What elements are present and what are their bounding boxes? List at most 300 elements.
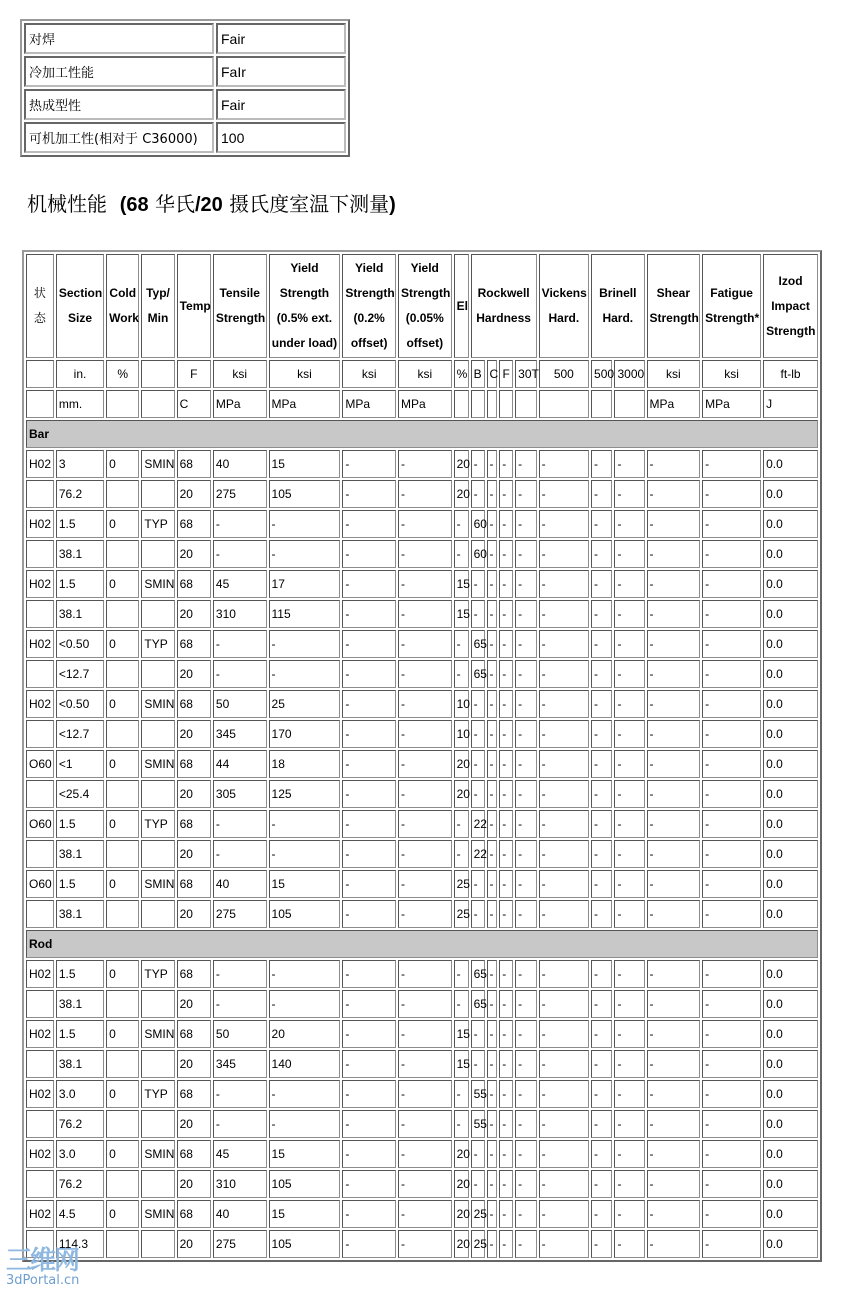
cell: - (471, 480, 485, 508)
title-part: 摄氏度室温下测量 (229, 192, 390, 216)
cell (26, 390, 54, 418)
cell: - (213, 840, 267, 868)
cell (141, 990, 174, 1018)
cell: - (454, 810, 469, 838)
cell: 20 (177, 600, 211, 628)
cell: - (342, 1050, 396, 1078)
cell: - (539, 480, 589, 508)
cell: - (702, 540, 761, 568)
table-row (26, 690, 818, 718)
cell: H02 (26, 630, 54, 658)
cell: C (487, 360, 498, 388)
cell: - (702, 780, 761, 808)
cell: 20 (454, 1170, 469, 1198)
cell (106, 600, 139, 628)
cell: - (499, 660, 513, 688)
cell: - (342, 990, 396, 1018)
cell: 0.0 (763, 960, 818, 988)
cell: - (614, 720, 644, 748)
cell: - (499, 1200, 513, 1228)
header-cell: Vickens Hard. (539, 254, 589, 358)
prop-key: 冷加工性能 (24, 56, 214, 87)
cell (26, 720, 54, 748)
cell: 65 (471, 960, 485, 988)
cell: 44 (213, 750, 267, 778)
cell: - (499, 1080, 513, 1108)
cell: 40 (213, 450, 267, 478)
cell: H02 (26, 570, 54, 598)
cell: 0.0 (763, 600, 818, 628)
cell: - (702, 1200, 761, 1228)
cell: - (539, 1230, 589, 1258)
cell: - (647, 990, 701, 1018)
cell: F (499, 360, 513, 388)
cell: - (539, 1110, 589, 1138)
cell: - (342, 1020, 396, 1048)
cell: - (591, 1110, 612, 1138)
cell: 40 (213, 1200, 267, 1228)
cell: - (471, 1050, 485, 1078)
cell: - (647, 600, 701, 628)
cell: - (342, 870, 396, 898)
cell: 114.3 (56, 1230, 104, 1258)
cell: - (702, 840, 761, 868)
cell: 0.0 (763, 1110, 818, 1138)
header-cell: Section Size (56, 254, 104, 358)
cell: - (702, 480, 761, 508)
cell: - (499, 750, 513, 778)
cell: - (591, 960, 612, 988)
table-row (26, 780, 818, 808)
cell: - (398, 1140, 452, 1168)
table-row (26, 630, 818, 658)
cell: - (487, 510, 498, 538)
cell: 1.5 (56, 870, 104, 898)
cell: 17 (269, 570, 341, 598)
cell: - (499, 630, 513, 658)
cell: - (499, 720, 513, 748)
cell: - (614, 1020, 644, 1048)
table-row (26, 540, 818, 568)
header-cell: Rockwell Hardness (471, 254, 537, 358)
cell (141, 900, 174, 928)
cell: SMIN (141, 570, 174, 598)
cell: - (487, 900, 498, 928)
cell (26, 1050, 54, 1078)
cell: <12.7 (56, 660, 104, 688)
cell: - (539, 510, 589, 538)
cell: MPa (342, 390, 396, 418)
cell: - (614, 630, 644, 658)
cell (26, 840, 54, 868)
cell: ksi (647, 360, 701, 388)
cell: - (515, 990, 536, 1018)
cell: - (702, 630, 761, 658)
cell: 0.0 (763, 810, 818, 838)
cell (26, 990, 54, 1018)
cell: ksi (702, 360, 761, 388)
cell: - (269, 1110, 341, 1138)
cell: 25 (471, 1200, 485, 1228)
cell: 68 (177, 870, 211, 898)
cell: - (398, 810, 452, 838)
cell: SMIN (141, 690, 174, 718)
cell: - (647, 1110, 701, 1138)
cell: SMIN (141, 1020, 174, 1048)
cell: 20 (269, 1020, 341, 1048)
cell: H02 (26, 1080, 54, 1108)
cell: - (591, 1050, 612, 1078)
cell: 10 (454, 690, 469, 718)
cell: - (539, 540, 589, 568)
cell: 105 (269, 1230, 341, 1258)
table-row (26, 510, 818, 538)
cell: - (591, 540, 612, 568)
cell: - (647, 720, 701, 748)
cell: 305 (213, 780, 267, 808)
cell: 15 (454, 570, 469, 598)
cell: - (487, 450, 498, 478)
header-cell: Yield Strength (0.2% offset) (342, 254, 396, 358)
cell: 15 (269, 1140, 341, 1168)
units-row (26, 360, 818, 388)
cell: - (342, 960, 396, 988)
cell: 3.0 (56, 1140, 104, 1168)
cell: % (454, 360, 469, 388)
cell: - (499, 870, 513, 898)
cell: H02 (26, 1020, 54, 1048)
cell: 0 (106, 1020, 139, 1048)
cell: 68 (177, 1080, 211, 1108)
cell: - (398, 450, 452, 478)
cell: - (269, 1080, 341, 1108)
cell: - (487, 1050, 498, 1078)
table-row (26, 1140, 818, 1168)
cell: - (591, 660, 612, 688)
cell: - (539, 690, 589, 718)
table-row (26, 660, 818, 688)
cell: 76.2 (56, 480, 104, 508)
cell (26, 780, 54, 808)
cell: F (177, 360, 211, 388)
cell: - (269, 810, 341, 838)
cell: 105 (269, 1170, 341, 1198)
cell: - (471, 750, 485, 778)
header-cell: Shear Strength (647, 254, 701, 358)
cell: 0 (106, 630, 139, 658)
cell: 0 (106, 870, 139, 898)
cell: - (269, 630, 341, 658)
cell (487, 390, 498, 418)
cell: - (398, 510, 452, 538)
cell: - (342, 720, 396, 748)
cell: - (487, 1200, 498, 1228)
watermark-site: 3dPortal.cn (6, 1273, 80, 1288)
cell: 55 (471, 1110, 485, 1138)
cell: <0.50 (56, 690, 104, 718)
cell: 68 (177, 1200, 211, 1228)
cell: - (614, 1230, 644, 1258)
cell: - (454, 960, 469, 988)
cell: - (487, 660, 498, 688)
cell: - (591, 750, 612, 778)
cell: - (213, 810, 267, 838)
cell (141, 660, 174, 688)
cell: - (471, 900, 485, 928)
cell: - (647, 570, 701, 598)
cell (106, 840, 139, 868)
cell: - (487, 780, 498, 808)
cell: - (471, 870, 485, 898)
cell: - (515, 1110, 536, 1138)
cell: - (454, 540, 469, 568)
cell: - (614, 870, 644, 898)
cell: - (591, 1080, 612, 1108)
cell: - (398, 600, 452, 628)
cell: - (614, 450, 644, 478)
cell: - (515, 570, 536, 598)
cell: 0.0 (763, 570, 818, 598)
cell: - (213, 1110, 267, 1138)
cell: H02 (26, 1140, 54, 1168)
cell: - (269, 660, 341, 688)
header-cell: Brinell Hard. (591, 254, 644, 358)
header-cell: Yield Strength (0.05% offset) (398, 254, 452, 358)
cell: ft-lb (763, 360, 818, 388)
cell: 68 (177, 450, 211, 478)
cell: 3 (56, 450, 104, 478)
cell: 0.0 (763, 630, 818, 658)
cell: 0.0 (763, 990, 818, 1018)
cell: - (702, 1020, 761, 1048)
table-row (26, 1050, 818, 1078)
cell: - (471, 450, 485, 478)
cell: - (614, 900, 644, 928)
cell: 345 (213, 720, 267, 748)
cell: 1.5 (56, 510, 104, 538)
cell: 0.0 (763, 1020, 818, 1048)
cell: - (342, 1110, 396, 1138)
cell (106, 660, 139, 688)
cell: - (499, 510, 513, 538)
cell: 0.0 (763, 750, 818, 778)
cell: 68 (177, 1020, 211, 1048)
cell: SMIN (141, 1200, 174, 1228)
cell: 0 (106, 570, 139, 598)
cell: MPa (398, 390, 452, 418)
cell (591, 390, 612, 418)
cell: - (398, 1230, 452, 1258)
cell: - (398, 1050, 452, 1078)
cell: 15 (454, 1020, 469, 1048)
cell: - (398, 630, 452, 658)
cell: - (539, 720, 589, 748)
cell: - (614, 1170, 644, 1198)
section-row (26, 930, 818, 958)
cell: - (499, 960, 513, 988)
cell: - (342, 1140, 396, 1168)
cell: - (398, 480, 452, 508)
cell: 500 (591, 360, 612, 388)
cell: 0 (106, 690, 139, 718)
cell: - (647, 630, 701, 658)
cell: - (398, 720, 452, 748)
cell: - (487, 1170, 498, 1198)
cell: 310 (213, 600, 267, 628)
cell: 0.0 (763, 870, 818, 898)
cell: - (539, 870, 589, 898)
cell: - (539, 1200, 589, 1228)
cell: - (398, 1110, 452, 1138)
cell: C (177, 390, 211, 418)
cell: - (499, 540, 513, 568)
cell (26, 660, 54, 688)
cell: 0.0 (763, 1170, 818, 1198)
cell: - (342, 690, 396, 718)
cell: - (591, 570, 612, 598)
cell: 38.1 (56, 900, 104, 928)
cell: - (398, 540, 452, 568)
cell: SMIN (141, 870, 174, 898)
table-row (26, 810, 818, 838)
cell: - (471, 720, 485, 748)
cell: 65 (471, 630, 485, 658)
cell: - (591, 1020, 612, 1048)
cell: 1.5 (56, 810, 104, 838)
cell: - (515, 690, 536, 718)
cell: 115 (269, 600, 341, 628)
cell: - (702, 1230, 761, 1258)
title-part: /20 (194, 194, 223, 216)
cell: - (515, 660, 536, 688)
cell: SMIN (141, 1140, 174, 1168)
cell: 20 (454, 1230, 469, 1258)
cell: - (614, 570, 644, 598)
table-row (26, 960, 818, 988)
watermark-mark: 三维网 (6, 1246, 79, 1276)
cell: 68 (177, 810, 211, 838)
cell: - (342, 900, 396, 928)
cell: - (614, 750, 644, 778)
cell: - (213, 660, 267, 688)
cell: 68 (177, 630, 211, 658)
cell: - (499, 1170, 513, 1198)
cell: - (614, 600, 644, 628)
cell: - (487, 570, 498, 598)
cell: - (213, 630, 267, 658)
cell: ksi (342, 360, 396, 388)
cell: - (269, 510, 341, 538)
cell: 20 (177, 840, 211, 868)
cell: - (515, 510, 536, 538)
cell: 38.1 (56, 540, 104, 568)
cell: 20 (177, 1170, 211, 1198)
cell: - (487, 720, 498, 748)
cell: - (342, 570, 396, 598)
cell: - (702, 1080, 761, 1108)
cell: - (454, 1110, 469, 1138)
cell: - (614, 660, 644, 688)
cell: - (647, 480, 701, 508)
cell (141, 360, 174, 388)
cell: - (487, 870, 498, 898)
cell (141, 1230, 174, 1258)
cell (106, 480, 139, 508)
cell: 15 (269, 870, 341, 898)
cell: - (213, 1080, 267, 1108)
cell: H02 (26, 960, 54, 988)
cell: - (487, 690, 498, 718)
header-cell: Cold Work (106, 254, 139, 358)
section-row (26, 420, 818, 448)
cell: 20 (177, 720, 211, 748)
cell: - (614, 690, 644, 718)
cell: MPa (213, 390, 267, 418)
cell: 0.0 (763, 1140, 818, 1168)
cell: - (269, 960, 341, 988)
cell: - (487, 480, 498, 508)
cell: TYP (141, 810, 174, 838)
cell: 55 (471, 1080, 485, 1108)
cell: - (499, 690, 513, 718)
cell: 275 (213, 480, 267, 508)
cell: - (499, 480, 513, 508)
cell: - (702, 750, 761, 778)
cell: 22 (471, 810, 485, 838)
cell: - (515, 1020, 536, 1048)
cell: MPa (269, 390, 341, 418)
cell: - (471, 1020, 485, 1048)
cell: 500 (539, 360, 589, 388)
cell: - (454, 1080, 469, 1108)
cell: - (487, 1230, 498, 1258)
cell: 20 (177, 480, 211, 508)
cell: 3.0 (56, 1080, 104, 1108)
cell: - (454, 990, 469, 1018)
cell: - (487, 630, 498, 658)
cell: - (342, 1230, 396, 1258)
cell: - (342, 1200, 396, 1228)
cell: 1.5 (56, 1020, 104, 1048)
cell: - (398, 870, 452, 898)
cell: 0.0 (763, 720, 818, 748)
cell: 38.1 (56, 840, 104, 868)
cell (141, 780, 174, 808)
table-row (26, 570, 818, 598)
cell: - (499, 1110, 513, 1138)
title-part: 机械性能 (27, 192, 107, 216)
cell: - (614, 990, 644, 1018)
cell: TYP (141, 960, 174, 988)
cell: - (539, 810, 589, 838)
cell: - (398, 960, 452, 988)
prop-row (24, 89, 346, 120)
cell: - (342, 630, 396, 658)
cell: - (213, 540, 267, 568)
cell: 25 (471, 1230, 485, 1258)
cell: 50 (213, 690, 267, 718)
cell: - (539, 600, 589, 628)
cell: 3000 (614, 360, 644, 388)
cell: - (647, 540, 701, 568)
cell: 0.0 (763, 660, 818, 688)
header-cell: Tensile Strength (213, 254, 267, 358)
prop-value: Fair (216, 89, 346, 120)
cell: O60 (26, 750, 54, 778)
header-row (26, 254, 818, 358)
cell: - (539, 960, 589, 988)
cell: - (614, 960, 644, 988)
